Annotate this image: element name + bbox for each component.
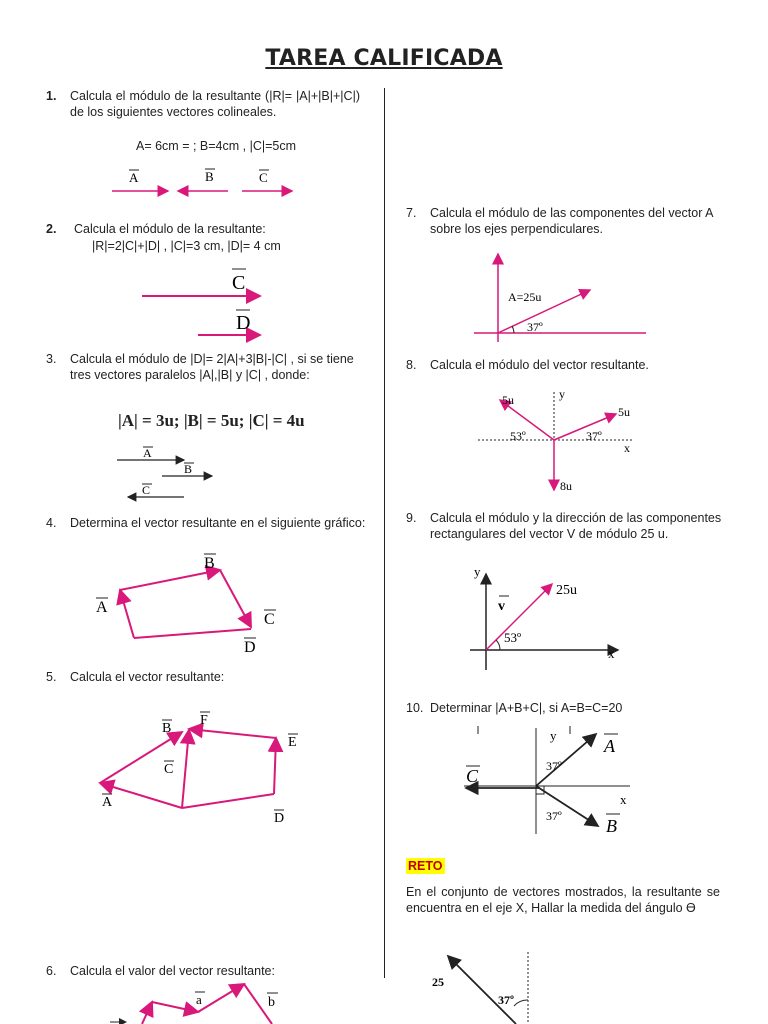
vector-v-label: v	[498, 599, 505, 614]
q2-figure	[130, 262, 280, 342]
q2-number: 2.	[46, 222, 57, 236]
label-d: D	[244, 639, 256, 656]
q9-number: 9.	[406, 511, 417, 525]
q3-figure	[112, 438, 222, 502]
label-b: B	[606, 816, 617, 836]
label-b: B	[204, 555, 215, 572]
q7-number: 7.	[406, 206, 417, 220]
q7-figure	[470, 246, 650, 346]
label-f: F	[200, 713, 208, 728]
angle-37: 37º	[586, 429, 602, 443]
q5-number: 5.	[46, 670, 57, 684]
angle-bottom: 37º	[546, 809, 562, 823]
page-title: TAREA CALIFICADA	[265, 46, 503, 71]
label-a: a	[196, 992, 202, 1007]
q4-text: Determina el vector resultante en el siguiente gráfico:	[70, 516, 366, 530]
q9-figure	[466, 562, 626, 674]
q8-number: 8.	[406, 358, 417, 372]
q4-figure	[88, 550, 298, 660]
label-d: D	[274, 811, 285, 826]
angle-53: 53º	[510, 429, 526, 443]
label-b: B	[205, 169, 214, 184]
axis-y: y	[550, 728, 557, 743]
axis-y: y	[559, 387, 565, 401]
q10-text: Determinar |A+B+C|, si A=B=C=20	[430, 701, 623, 715]
axis-x: x	[624, 441, 630, 455]
label-b: B	[162, 721, 172, 736]
q6-figure	[106, 980, 306, 1024]
q5-figure	[92, 706, 312, 830]
label-a: A	[129, 170, 139, 185]
label-a: A	[102, 795, 113, 810]
reto-label: RETO	[408, 859, 443, 873]
label-c: C	[466, 766, 479, 786]
label-d: D	[236, 312, 251, 334]
column-divider	[384, 88, 385, 978]
q2-text: Calcula el módulo de la resultante:	[74, 222, 266, 236]
label-a: A	[143, 446, 152, 460]
q1-number: 1.	[46, 89, 57, 103]
axis-x: x	[608, 646, 615, 661]
label-b: B	[184, 462, 193, 476]
label-a: A	[604, 736, 615, 756]
label-c: C	[232, 272, 246, 294]
q8-text: Calcula el módulo del vector resultante.	[430, 358, 649, 372]
q3-text: Calcula el módulo de |D|= 2|A|+3|B|-|C| , si se tiene tres vectores paralelos |A|,|B| y |C| , donde:	[70, 352, 354, 382]
angle-label: 53º	[504, 630, 522, 645]
q9-text: Calcula el módulo y la dirección de las componentes rectangulares del vector V de módulo 25 u.	[430, 511, 722, 541]
label-a: A	[96, 599, 108, 616]
q3-number: 3.	[46, 352, 57, 366]
q2-formula: |R|=2|C|+|D| , |C|=3 cm, |D|= 4 cm	[92, 239, 281, 253]
label-c: C	[164, 762, 174, 777]
q6-number: 6.	[46, 964, 57, 978]
q5-text: Calcula el vector resultante:	[70, 670, 225, 684]
q8-figure	[474, 384, 654, 496]
label-b: b	[268, 995, 275, 1010]
axis-x: x	[620, 792, 627, 807]
label-5u-left: 5u	[502, 393, 514, 407]
vector-a-label: A=25u	[508, 290, 542, 304]
q10-number: 10.	[406, 701, 424, 715]
q1-text: Calcula el módulo de la resultante (|R|= |A|+|B|+|C|) de los siguientes vectores colineales.	[70, 89, 360, 119]
magnitude-25: 25	[432, 975, 444, 989]
q1-figure	[100, 160, 310, 200]
q6-text: Calcula el valor del vector resultante:	[70, 964, 275, 978]
label-8u: 8u	[560, 479, 572, 493]
q7-text: Calcula el módulo de las componentes del vector A sobre los ejes perpendiculares.	[430, 206, 713, 236]
q1-values: A= 6cm = ; B=4cm , |C|=5cm	[136, 139, 297, 153]
angle-top: 37º	[546, 759, 562, 773]
label-e: E	[288, 735, 297, 750]
label-c: C	[264, 611, 275, 628]
q4-number: 4.	[46, 516, 57, 530]
axis-y: y	[474, 564, 481, 579]
q10-figure	[460, 722, 640, 838]
q3-formula: |A| = 3u; |B| = 5u; |C| = 4u	[118, 411, 305, 430]
reto-figure	[406, 948, 706, 1024]
reto-text: En el conjunto de vectores mostrados, la resultante se encuentra en el eje X, Hallar la medida del ángulo Ɵ	[406, 885, 720, 915]
magnitude-label: 25u	[556, 583, 577, 598]
label-c: C	[259, 170, 268, 185]
angle-label: 37º	[527, 320, 543, 334]
label-c: C	[142, 483, 151, 497]
label-5u-right: 5u	[618, 405, 630, 419]
angle-37: 37º	[498, 993, 514, 1007]
